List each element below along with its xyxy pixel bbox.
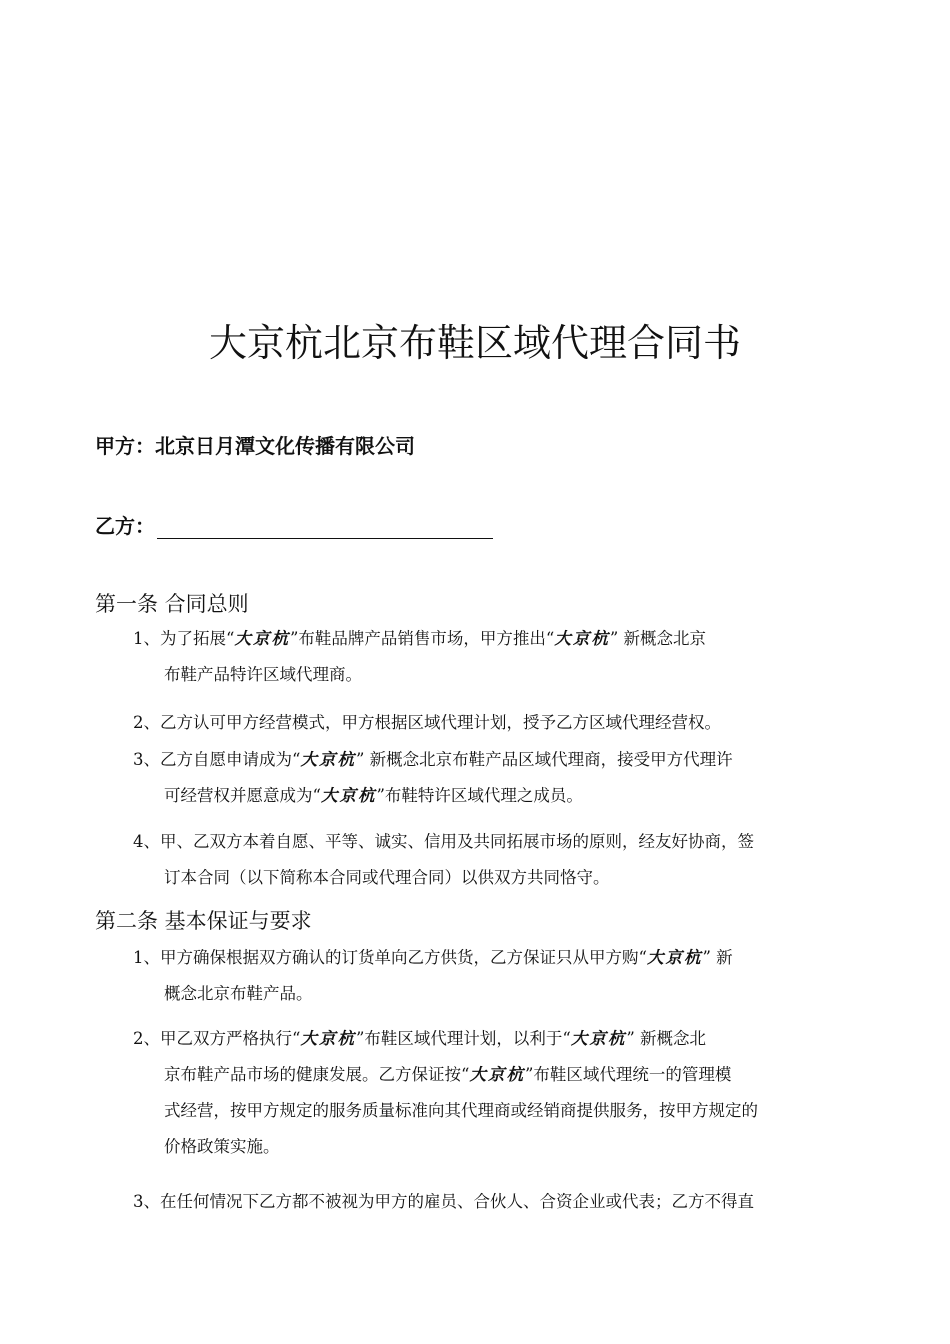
brand-name: 大京杭 xyxy=(320,786,377,805)
clause-text: 京布鞋产品市场的健康发展。乙方保证按“ xyxy=(164,1065,470,1084)
clause-line xyxy=(133,947,855,983)
clause-text: 4、甲、乙双方本着自愿、平等、诚实、信用及共同拓展市场的原则，经友好协商，签 xyxy=(133,832,754,851)
clause-text: ”布鞋特许区域代理之成员。 xyxy=(376,786,583,805)
clause xyxy=(133,712,855,748)
clause xyxy=(133,1191,855,1227)
party-b xyxy=(95,510,493,539)
clause-line xyxy=(133,983,855,1019)
party-b-blank-field[interactable] xyxy=(157,518,493,539)
clause-text: 可经营权并愿意成为“ xyxy=(164,786,321,805)
party-a-label: 甲方： xyxy=(95,434,155,458)
party-a xyxy=(95,430,415,459)
clause-line xyxy=(133,749,855,785)
brand-name: 大京杭 xyxy=(234,629,290,648)
clause-text: 1、为了拓展“ xyxy=(133,629,235,648)
clause-text: 布鞋产品特许区域代理商。 xyxy=(164,665,362,684)
clause-text: 1、甲方确保根据双方确认的订货单向乙方供货，乙方保证只从甲方购“ xyxy=(133,948,647,967)
section-heading-1: 第一条 合同总则 xyxy=(95,592,249,616)
clause xyxy=(133,749,855,821)
brand-name: 大京杭 xyxy=(300,1029,356,1048)
clause-line xyxy=(133,785,855,821)
clause-text: 订本合同（以下简称本合同或代理合同）以供双方共同恪守。 xyxy=(164,868,610,887)
party-a-value: 北京日月潭文化传播有限公司 xyxy=(155,434,415,458)
clause-text: 2、甲乙双方严格执行“ xyxy=(133,1029,301,1048)
clause-text: ” 新 xyxy=(702,948,733,967)
clause-text: 3、在任何情况下乙方都不被视为甲方的雇员、合伙人、合资企业或代表；乙方不得直 xyxy=(133,1192,754,1211)
clause-text: ” 新概念北 xyxy=(626,1029,706,1048)
clause xyxy=(133,628,855,700)
clause-text: 3、乙方自愿申请成为“ xyxy=(133,750,301,769)
brand-name: 大京杭 xyxy=(646,948,703,967)
section-heading-2: 第二条 基本保证与要求 xyxy=(95,909,312,933)
clause-line xyxy=(133,1064,855,1100)
brand-name: 大京杭 xyxy=(570,1029,627,1048)
clause-line xyxy=(133,1100,855,1136)
clause-text: ”布鞋区域代理计划，以利于“ xyxy=(355,1029,571,1048)
clause-line xyxy=(133,1136,855,1172)
clause xyxy=(133,1028,855,1172)
clause-text: 概念北京布鞋产品。 xyxy=(164,984,313,1003)
brand-name: 大京杭 xyxy=(469,1065,525,1084)
clause-text: ”布鞋区域代理统一的管理模 xyxy=(524,1065,732,1084)
brand-name: 大京杭 xyxy=(554,629,610,648)
document-title: 大京杭北京布鞋区域代理合同书 xyxy=(208,321,741,365)
clause-text: 式经营，按甲方规定的服务质量标准向其代理商或经销商提供服务，按甲方规定的 xyxy=(164,1101,758,1120)
clause-line xyxy=(133,1028,855,1064)
clause xyxy=(133,831,855,903)
clause-text: ”布鞋品牌产品销售市场，甲方推出“ xyxy=(289,629,555,648)
clause-text: 2、乙方认可甲方经营模式，甲方根据区域代理计划，授予乙方区域代理经营权。 xyxy=(133,713,721,732)
clause-text: 价格政策实施。 xyxy=(164,1137,280,1156)
clause-line xyxy=(133,712,855,748)
clause-line xyxy=(133,664,855,700)
clause-line xyxy=(133,831,855,867)
party-b-label: 乙方： xyxy=(95,514,155,538)
clause-text: ” 新概念北京布鞋产品区域代理商，接受甲方代理许 xyxy=(355,750,733,769)
clause xyxy=(133,947,855,1019)
brand-name: 大京杭 xyxy=(300,750,356,769)
clause-text: ” 新概念北京 xyxy=(609,629,706,648)
clause-line xyxy=(133,1191,855,1227)
clause-line xyxy=(133,628,855,664)
clause-line xyxy=(133,867,855,903)
